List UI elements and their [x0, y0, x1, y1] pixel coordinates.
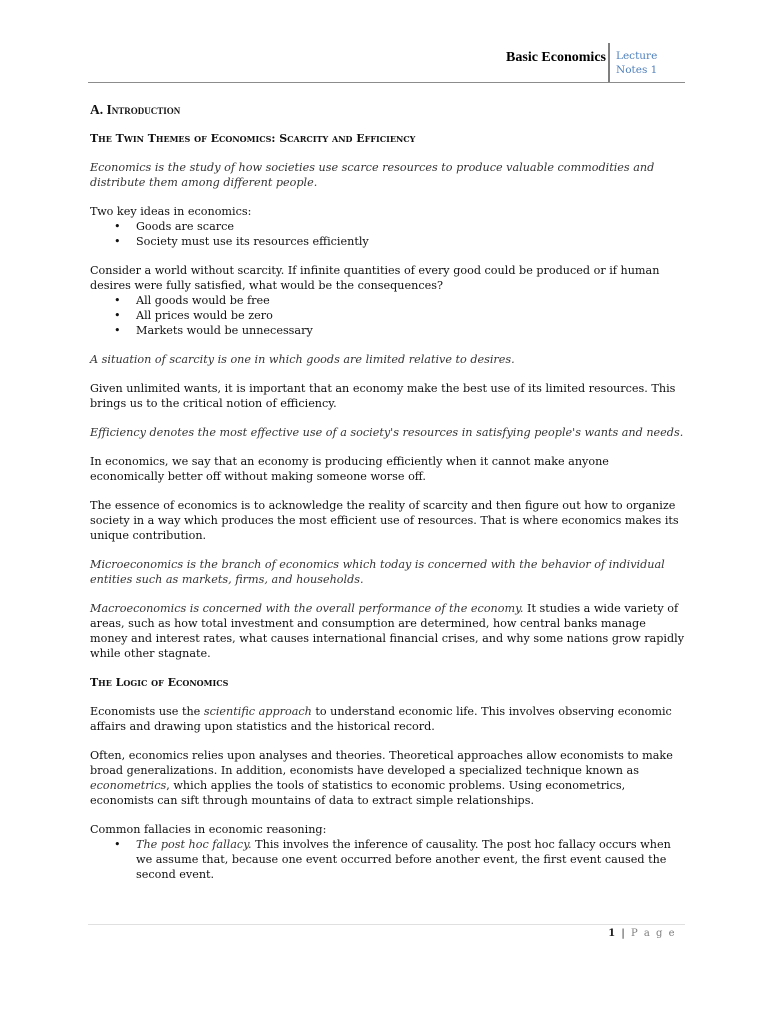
- list-item: [90, 837, 685, 882]
- list-item: • Goods are scarce: [90, 219, 685, 234]
- scarcity-definition: A situation of scarcity is one in which goods are limited relative to desires.: [90, 353, 515, 366]
- header-sub-line2: Notes 1: [616, 64, 658, 76]
- post-hoc-term: The post hoc fallacy.: [136, 838, 252, 851]
- fallacies-list: [90, 837, 685, 882]
- microeconomics-definition: Microeconomics is the branch of economics which today is concerned with the behavior of individual entities such as markets, firms, and households.: [90, 558, 665, 586]
- section-heading: A. Introduction: [90, 102, 181, 117]
- key-ideas-list: [90, 219, 685, 249]
- list-item: • Society must use its resources efficiently: [90, 234, 685, 249]
- subsection-heading-twin-themes: The Twin Themes of Economics: Scarcity and Efficiency: [90, 132, 416, 145]
- essence-paragraph: The essence of economics is to acknowledge the reality of scarcity and then figure out how to organize society in a way which produces the most efficient use of resources. That is where economics makes its unique contribution.: [90, 499, 679, 542]
- text-run: Economists use the: [90, 705, 204, 718]
- unlimited-wants-paragraph: Given unlimited wants, it is important that an economy make the best use of its limited resources. This brings us to the critical notion of efficiency.: [90, 382, 676, 410]
- key-ideas-intro: Two key ideas in economics:: [90, 205, 252, 218]
- fallacies-intro: Common fallacies in economic reasoning:: [90, 823, 327, 836]
- page-number: 1: [608, 928, 617, 939]
- list-item: • Markets would be unnecessary: [90, 323, 685, 338]
- macroeconomics-detail: It studies a wide variety of areas, such as how total investment and consumption are determined, how central banks manage money and interest rates, what causes international financial crises, and why some nations grow rapidly while other stagnate.: [90, 602, 685, 660]
- text-run: Often, economics relies upon analyses and theories. Theoretical approaches allow economists to make broad generalizations. In addition, economists have developed a specialized technique known as: [90, 749, 673, 777]
- header-sub-line1: Lecture: [616, 50, 658, 62]
- footer-separator: |: [616, 928, 631, 939]
- efficiency-definition: Efficiency denotes the most effective use of a society's resources in satisfying people's wants and needs.: [90, 426, 684, 439]
- macroeconomics-definition: Macroeconomics is concerned with the overall performance of the economy.: [90, 602, 524, 615]
- scientific-approach-term: scientific approach: [203, 705, 312, 718]
- text-run: , which applies the tools of statistics to economic problems. Using econometrics, economists can sift through mountains of data to extract simple relationships.: [90, 779, 626, 807]
- econometrics-term: econometrics: [90, 779, 167, 792]
- economics-definition: Economics is the study of how societies use scarce resources to produce valuable commodities and distribute them among different people.: [90, 161, 655, 189]
- header-divider: [608, 43, 610, 83]
- producing-efficiently-paragraph: In economics, we say that an economy is producing efficiently when it cannot make anyone economically better off without making someone worse off.: [90, 455, 609, 483]
- page-label: P a g e: [630, 928, 676, 939]
- header-subtitle: [616, 49, 676, 77]
- post-hoc-detail: This involves the inference of causality. The post hoc fallacy occurs when we assume that, because one event occurred before another event, the first event caused the second event.: [136, 838, 671, 881]
- header-rule: [88, 82, 685, 83]
- consequences-list: [90, 293, 685, 338]
- list-item: • All goods would be free: [90, 293, 685, 308]
- econometrics-paragraph: [90, 748, 685, 808]
- scientific-approach-paragraph: [90, 704, 685, 734]
- list-item: • All prices would be zero: [90, 308, 685, 323]
- document-body: [90, 102, 685, 896]
- consider-paragraph: Consider a world without scarcity. If infinite quantities of every good could be produced or if human desires were fully satisfied, what would be the consequences?: [90, 264, 660, 292]
- text-run: to understand economic life. This involves observing economic affairs and drawing upon statistics and the historical record.: [90, 705, 672, 733]
- macroeconomics-paragraph: [90, 601, 685, 661]
- page-footer: [608, 926, 676, 941]
- subsection-heading-logic: The Logic of Economics: [90, 676, 229, 689]
- footer-rule: [88, 924, 685, 925]
- header-title: Basic Economics: [506, 50, 606, 65]
